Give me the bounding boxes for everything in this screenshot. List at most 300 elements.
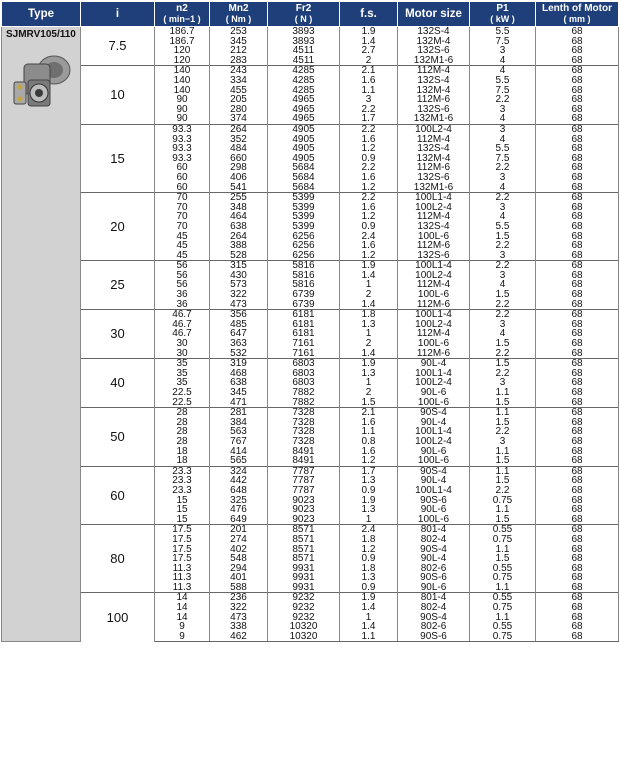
n2-cell: 56 [155, 271, 210, 281]
motor-size-cell: 100L1-4 [398, 486, 470, 496]
motor-size-cell: 112M-6 [398, 241, 470, 251]
p1-cell: 2.2 [470, 427, 536, 437]
mn2-cell: 473 [210, 613, 268, 623]
n2-cell: 140 [155, 66, 210, 76]
motor-size-cell: 100L-6 [398, 290, 470, 300]
fr2-cell: 7882 [268, 388, 340, 398]
motor-length-cell: 68 [536, 447, 619, 457]
motor-size-cell: 90S-6 [398, 573, 470, 583]
fr2-cell: 4905 [268, 124, 340, 134]
mn2-cell: 638 [210, 378, 268, 388]
mn2-cell: 648 [210, 486, 268, 496]
p1-cell: 4 [470, 56, 536, 66]
fs-cell: 1.1 [340, 427, 398, 437]
fr2-cell: 5399 [268, 203, 340, 213]
n2-cell: 140 [155, 76, 210, 86]
fr2-cell: 6256 [268, 251, 340, 261]
fs-cell: 1.2 [340, 144, 398, 154]
p1-cell: 4 [470, 135, 536, 145]
n2-cell: 14 [155, 593, 210, 603]
p1-cell: 7.5 [470, 37, 536, 47]
motor-length-cell: 68 [536, 437, 619, 447]
motor-size-cell: 100L1-4 [398, 310, 470, 320]
n2-cell: 56 [155, 280, 210, 290]
motor-length-cell: 68 [536, 408, 619, 418]
header-row [2, 2, 619, 27]
p1-cell: 0.75 [470, 496, 536, 506]
mn2-cell: 298 [210, 163, 268, 173]
gearmotor-spec-table [1, 1, 619, 642]
p1-cell: 7.5 [470, 86, 536, 96]
motor-size-cell: 90L-6 [398, 583, 470, 593]
fr2-cell: 8571 [268, 554, 340, 564]
motor-size-cell: 100L-6 [398, 339, 470, 349]
p1-cell: 0.75 [470, 603, 536, 613]
n2-cell: 45 [155, 241, 210, 251]
fr2-cell: 4905 [268, 144, 340, 154]
motor-length-cell: 68 [536, 456, 619, 466]
motor-length-cell: 68 [536, 496, 619, 506]
motor-size-cell: 802-4 [398, 535, 470, 545]
mn2-cell: 406 [210, 173, 268, 183]
motor-size-cell: 132S-4 [398, 27, 470, 37]
fs-cell: 1.2 [340, 212, 398, 222]
n2-cell: 45 [155, 251, 210, 261]
n2-cell: 17.5 [155, 525, 210, 535]
header-p1-unit: ( kW ) [490, 14, 515, 24]
fr2-cell: 9931 [268, 564, 340, 574]
p1-cell: 1.5 [470, 339, 536, 349]
p1-cell: 2.2 [470, 300, 536, 310]
fr2-cell: 10320 [268, 622, 340, 632]
n2-cell: 120 [155, 46, 210, 56]
fr2-cell: 9931 [268, 573, 340, 583]
fr2-cell: 7882 [268, 398, 340, 408]
mn2-cell: 345 [210, 37, 268, 47]
p1-cell: 1.1 [470, 466, 536, 476]
n2-cell: 15 [155, 515, 210, 525]
fs-cell: 1.7 [340, 466, 398, 476]
p1-cell: 1.1 [470, 613, 536, 623]
fs-cell: 1 [340, 515, 398, 525]
n2-cell: 22.5 [155, 388, 210, 398]
fr2-cell: 7787 [268, 476, 340, 486]
mn2-cell: 464 [210, 212, 268, 222]
mn2-cell: 345 [210, 388, 268, 398]
spec-table-container [1, 1, 618, 642]
ratio-cell: 30 [81, 310, 155, 359]
p1-cell: 1.1 [470, 447, 536, 457]
p1-cell: 3 [470, 271, 536, 281]
motor-size-cell: 100L-6 [398, 456, 470, 466]
n2-cell: 23.3 [155, 486, 210, 496]
p1-cell: 2.2 [470, 261, 536, 271]
fr2-cell: 7161 [268, 339, 340, 349]
mn2-cell: 484 [210, 144, 268, 154]
motor-size-cell: 112M-6 [398, 349, 470, 359]
motor-length-cell: 68 [536, 310, 619, 320]
fs-cell: 0.9 [340, 554, 398, 564]
n2-cell: 15 [155, 505, 210, 515]
n2-cell: 90 [155, 114, 210, 124]
motor-size-cell: 90S-4 [398, 544, 470, 554]
p1-cell: 3 [470, 437, 536, 447]
mn2-cell: 212 [210, 46, 268, 56]
motor-length-cell: 68 [536, 349, 619, 359]
motor-length-cell: 68 [536, 154, 619, 164]
fs-cell: 1.9 [340, 593, 398, 603]
fr2-cell: 9232 [268, 613, 340, 623]
motor-size-cell: 132S-6 [398, 173, 470, 183]
ratio-cell: 40 [81, 359, 155, 408]
fs-cell: 1.3 [340, 505, 398, 515]
p1-cell: 5.5 [470, 27, 536, 37]
motor-size-cell: 100L2-4 [398, 378, 470, 388]
p1-cell: 4 [470, 183, 536, 193]
p1-cell: 5.5 [470, 76, 536, 86]
fr2-cell: 4905 [268, 154, 340, 164]
ratio-cell: 20 [81, 193, 155, 261]
motor-size-cell: 802-6 [398, 622, 470, 632]
mn2-cell: 455 [210, 86, 268, 96]
header-p1-label: P1 [496, 3, 509, 14]
motor-size-cell: 132M1-6 [398, 56, 470, 66]
motor-size-cell: 132M-4 [398, 154, 470, 164]
ratio-cell: 60 [81, 466, 155, 525]
mn2-cell: 588 [210, 583, 268, 593]
mn2-cell: 485 [210, 320, 268, 330]
fr2-cell: 5399 [268, 193, 340, 203]
fr2-cell: 9023 [268, 496, 340, 506]
fs-cell: 2 [340, 388, 398, 398]
p1-cell: 1.5 [470, 554, 536, 564]
header-i: i [81, 2, 155, 27]
n2-cell: 70 [155, 203, 210, 213]
n2-cell: 90 [155, 95, 210, 105]
motor-size-cell: 132S-6 [398, 251, 470, 261]
fs-cell: 1.6 [340, 447, 398, 457]
fr2-cell: 9232 [268, 593, 340, 603]
mn2-cell: 274 [210, 535, 268, 545]
motor-length-cell: 68 [536, 222, 619, 232]
p1-cell: 1.5 [470, 290, 536, 300]
motor-length-cell: 68 [536, 203, 619, 213]
motor-size-cell: 90S-4 [398, 613, 470, 623]
motor-length-cell: 68 [536, 476, 619, 486]
motor-size-cell: 100L1-4 [398, 193, 470, 203]
mn2-cell: 322 [210, 603, 268, 613]
n2-cell: 23.3 [155, 476, 210, 486]
mn2-cell: 243 [210, 66, 268, 76]
motor-size-cell: 100L1-4 [398, 369, 470, 379]
fs-cell: 1 [340, 280, 398, 290]
fr2-cell: 5684 [268, 163, 340, 173]
n2-cell: 18 [155, 447, 210, 457]
mn2-cell: 338 [210, 622, 268, 632]
motor-size-cell: 90L-4 [398, 359, 470, 369]
mn2-cell: 442 [210, 476, 268, 486]
fr2-cell: 5816 [268, 271, 340, 281]
n2-cell: 28 [155, 437, 210, 447]
p1-cell: 2.2 [470, 241, 536, 251]
motor-size-cell: 802-4 [398, 603, 470, 613]
p1-cell: 3 [470, 251, 536, 261]
fs-cell: 1.6 [340, 173, 398, 183]
type-cell [2, 27, 81, 642]
n2-cell: 46.7 [155, 329, 210, 339]
motor-length-cell: 68 [536, 329, 619, 339]
fr2-cell: 9023 [268, 515, 340, 525]
motor-size-cell: 100L1-4 [398, 261, 470, 271]
p1-cell: 0.75 [470, 535, 536, 545]
header-mn2-unit: ( Nm ) [225, 14, 252, 24]
motor-length-cell: 68 [536, 339, 619, 349]
motor-length-cell: 68 [536, 544, 619, 554]
p1-cell: 3 [470, 378, 536, 388]
fr2-cell: 4285 [268, 86, 340, 96]
ratio-cell: 80 [81, 525, 155, 593]
p1-cell: 3 [470, 124, 536, 134]
p1-cell: 3 [470, 173, 536, 183]
fr2-cell: 5816 [268, 261, 340, 271]
p1-cell: 4 [470, 66, 536, 76]
fr2-cell: 3893 [268, 37, 340, 47]
fr2-cell: 7328 [268, 408, 340, 418]
fs-cell: 0.8 [340, 437, 398, 447]
motor-length-cell: 68 [536, 86, 619, 96]
header-type: Type [2, 2, 81, 27]
mn2-cell: 264 [210, 124, 268, 134]
motor-size-cell: 100L-6 [398, 231, 470, 241]
fs-cell: 2 [340, 56, 398, 66]
motor-length-cell: 68 [536, 231, 619, 241]
fr2-cell: 10320 [268, 632, 340, 642]
mn2-cell: 281 [210, 408, 268, 418]
fs-cell: 2.7 [340, 46, 398, 56]
mn2-cell: 253 [210, 27, 268, 37]
motor-size-cell: 132S-6 [398, 105, 470, 115]
fs-cell: 1.4 [340, 622, 398, 632]
mn2-cell: 236 [210, 593, 268, 603]
motor-size-cell: 112M-4 [398, 66, 470, 76]
fr2-cell: 3893 [268, 27, 340, 37]
p1-cell: 0.55 [470, 525, 536, 535]
motor-length-cell: 68 [536, 388, 619, 398]
p1-cell: 3 [470, 203, 536, 213]
n2-cell: 17.5 [155, 544, 210, 554]
motor-length-cell: 68 [536, 573, 619, 583]
motor-length-cell: 68 [536, 613, 619, 623]
n2-cell: 28 [155, 427, 210, 437]
motor-size-cell: 100L2-4 [398, 124, 470, 134]
motor-size-cell: 90L-6 [398, 388, 470, 398]
p1-cell: 5.5 [470, 222, 536, 232]
p1-cell: 5.5 [470, 144, 536, 154]
fr2-cell: 6739 [268, 300, 340, 310]
fr2-cell: 8571 [268, 535, 340, 545]
n2-cell: 70 [155, 222, 210, 232]
ratio-cell: 10 [81, 66, 155, 125]
n2-cell: 93.3 [155, 135, 210, 145]
motor-size-cell: 112M-4 [398, 280, 470, 290]
mn2-cell: 374 [210, 114, 268, 124]
motor-length-cell: 68 [536, 241, 619, 251]
fr2-cell: 9931 [268, 583, 340, 593]
n2-cell: 11.3 [155, 583, 210, 593]
fs-cell: 1.6 [340, 135, 398, 145]
motor-length-cell: 68 [536, 418, 619, 428]
motor-length-cell: 68 [536, 173, 619, 183]
mn2-cell: 283 [210, 56, 268, 66]
fs-cell: 1.8 [340, 535, 398, 545]
fs-cell: 2.2 [340, 124, 398, 134]
mn2-cell: 201 [210, 525, 268, 535]
fs-cell: 1.9 [340, 359, 398, 369]
mn2-cell: 363 [210, 339, 268, 349]
fs-cell: 2 [340, 290, 398, 300]
fs-cell: 1.3 [340, 369, 398, 379]
ratio-cell: 100 [81, 593, 155, 642]
motor-size-cell: 132S-6 [398, 46, 470, 56]
header-mn2 [210, 2, 268, 27]
mn2-cell: 325 [210, 496, 268, 506]
motor-length-cell: 68 [536, 398, 619, 408]
motor-length-cell: 68 [536, 95, 619, 105]
gearmotor-image [10, 50, 72, 118]
fs-cell: 2.2 [340, 163, 398, 173]
motor-length-cell: 68 [536, 163, 619, 173]
p1-cell: 1.5 [470, 398, 536, 408]
motor-length-cell: 68 [536, 37, 619, 47]
motor-length-cell: 68 [536, 632, 619, 642]
n2-cell: 45 [155, 231, 210, 241]
n2-cell: 35 [155, 378, 210, 388]
header-mn2-label: Mn2 [228, 3, 249, 14]
motor-length-cell: 68 [536, 27, 619, 37]
n2-cell: 17.5 [155, 554, 210, 564]
motor-size-cell: 90S-6 [398, 632, 470, 642]
motor-length-cell: 68 [536, 76, 619, 86]
mn2-cell: 767 [210, 437, 268, 447]
p1-cell: 1.1 [470, 388, 536, 398]
fr2-cell: 4965 [268, 95, 340, 105]
p1-cell: 2.2 [470, 369, 536, 379]
fs-cell: 1.6 [340, 76, 398, 86]
fr2-cell: 7787 [268, 486, 340, 496]
mn2-cell: 528 [210, 251, 268, 261]
fr2-cell: 5684 [268, 183, 340, 193]
header-motor-length-unit: ( mm ) [563, 14, 591, 24]
fs-cell: 1.3 [340, 573, 398, 583]
fr2-cell: 5399 [268, 212, 340, 222]
fr2-cell: 6181 [268, 329, 340, 339]
fs-cell: 1.2 [340, 251, 398, 261]
motor-length-cell: 68 [536, 369, 619, 379]
motor-size-cell: 100L2-4 [398, 271, 470, 281]
p1-cell: 1.1 [470, 505, 536, 515]
motor-size-cell: 112M-4 [398, 212, 470, 222]
n2-cell: 46.7 [155, 320, 210, 330]
fs-cell: 1.3 [340, 476, 398, 486]
fs-cell: 1.9 [340, 27, 398, 37]
n2-cell: 60 [155, 163, 210, 173]
fs-cell: 2.4 [340, 525, 398, 535]
p1-cell: 4 [470, 114, 536, 124]
mn2-cell: 255 [210, 193, 268, 203]
fr2-cell: 9023 [268, 505, 340, 515]
mn2-cell: 649 [210, 515, 268, 525]
fr2-cell: 5684 [268, 173, 340, 183]
p1-cell: 1.5 [470, 515, 536, 525]
p1-cell: 1.5 [470, 359, 536, 369]
motor-length-cell: 68 [536, 124, 619, 134]
motor-length-cell: 68 [536, 359, 619, 369]
p1-cell: 3 [470, 320, 536, 330]
motor-size-cell: 112M-4 [398, 135, 470, 145]
fr2-cell: 7328 [268, 437, 340, 447]
fr2-cell: 4905 [268, 135, 340, 145]
mn2-cell: 348 [210, 203, 268, 213]
n2-cell: 15 [155, 496, 210, 506]
motor-size-cell: 112M-6 [398, 300, 470, 310]
motor-size-cell: 132M-4 [398, 37, 470, 47]
fs-cell: 0.9 [340, 154, 398, 164]
gearmotor-image-wrap [10, 50, 80, 121]
fs-cell: 0.9 [340, 486, 398, 496]
header-fr2-unit: ( N ) [294, 14, 313, 24]
motor-length-cell: 68 [536, 56, 619, 66]
mn2-cell: 565 [210, 456, 268, 466]
mn2-cell: 476 [210, 505, 268, 515]
n2-cell: 30 [155, 349, 210, 359]
n2-cell: 70 [155, 193, 210, 203]
fr2-cell: 6256 [268, 231, 340, 241]
fs-cell: 1.2 [340, 456, 398, 466]
p1-cell: 2.2 [470, 163, 536, 173]
n2-cell: 70 [155, 212, 210, 222]
n2-cell: 18 [155, 456, 210, 466]
mn2-cell: 541 [210, 183, 268, 193]
mn2-cell: 322 [210, 290, 268, 300]
fs-cell: 1.4 [340, 37, 398, 47]
fr2-cell: 6739 [268, 290, 340, 300]
fs-cell: 1.6 [340, 418, 398, 428]
p1-cell: 0.55 [470, 564, 536, 574]
p1-cell: 3 [470, 105, 536, 115]
motor-length-cell: 68 [536, 271, 619, 281]
motor-size-cell: 112M-4 [398, 329, 470, 339]
n2-cell: 9 [155, 632, 210, 642]
header-fr2 [268, 2, 340, 27]
fs-cell: 1.6 [340, 203, 398, 213]
model-name: SJMRV105/110 [6, 29, 76, 40]
fs-cell: 1.5 [340, 398, 398, 408]
mn2-cell: 430 [210, 271, 268, 281]
fs-cell: 1.2 [340, 183, 398, 193]
fr2-cell: 5399 [268, 222, 340, 232]
header-n2-label: n2 [176, 3, 188, 14]
mn2-cell: 660 [210, 154, 268, 164]
motor-size-cell: 801-4 [398, 525, 470, 535]
fr2-cell: 7161 [268, 349, 340, 359]
fs-cell: 1.3 [340, 320, 398, 330]
p1-cell: 2.2 [470, 193, 536, 203]
n2-cell: 36 [155, 290, 210, 300]
motor-size-cell: 132M-4 [398, 86, 470, 96]
motor-length-cell: 68 [536, 466, 619, 476]
motor-length-cell: 68 [536, 300, 619, 310]
fr2-cell: 4511 [268, 56, 340, 66]
